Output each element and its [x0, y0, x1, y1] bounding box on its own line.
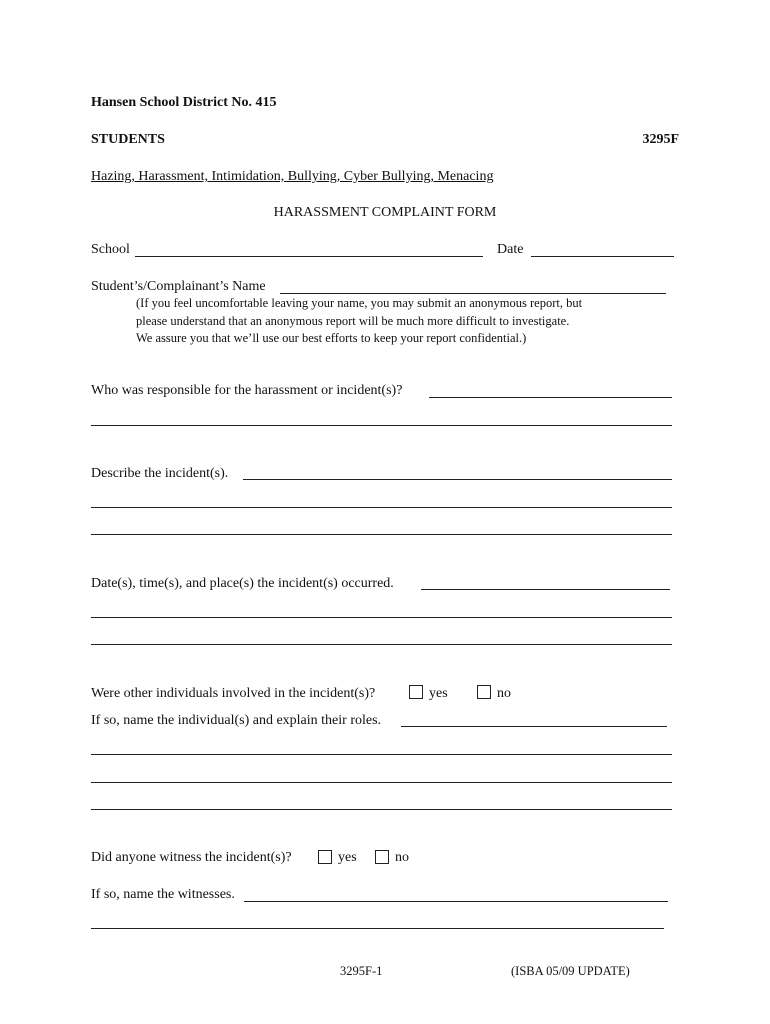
- anonymous-note-line-1: (If you feel uncomfortable leaving your name, you may submit an anonymous report, but: [136, 296, 583, 310]
- others-yes-checkbox[interactable]: [409, 685, 423, 699]
- witness-names-input-line-2[interactable]: [91, 928, 664, 929]
- responsible-question: Who was responsible for the harassment or incident(s)?: [91, 383, 403, 398]
- anonymous-note-line-3: We assure you that we’ll use our best efforts to keep your report confidential.): [136, 331, 527, 345]
- anonymous-note-line-2: please understand that an anonymous report will be much more difficult to investigate.: [136, 314, 570, 328]
- others-no-label: no: [497, 686, 511, 701]
- witness-names-input-line[interactable]: [244, 901, 668, 902]
- when-where-input-line[interactable]: [421, 589, 670, 590]
- describe-input-line[interactable]: [243, 479, 672, 480]
- policy-subject: Hazing, Harassment, Intimidation, Bullying, Cyber Bullying, Menacing: [91, 169, 494, 184]
- responsible-input-line[interactable]: [429, 397, 672, 398]
- others-explain-input-line-4[interactable]: [91, 809, 672, 810]
- describe-question: Describe the incident(s).: [91, 466, 229, 481]
- school-label: School: [91, 242, 130, 257]
- others-explain-input-line-2[interactable]: [91, 754, 672, 755]
- date-label: Date: [497, 242, 524, 257]
- district-name: Hansen School District No. 415: [91, 95, 277, 110]
- school-input-line[interactable]: [135, 256, 483, 257]
- others-yes-label: yes: [429, 686, 448, 701]
- page-number: 3295F-1: [340, 964, 383, 978]
- responsible-input-line-2[interactable]: [91, 425, 672, 426]
- update-note: (ISBA 05/09 UPDATE): [511, 964, 630, 978]
- form-title: HARASSMENT COMPLAINT FORM: [273, 205, 497, 220]
- witness-yes-label: yes: [338, 850, 357, 865]
- others-explain-input-line-3[interactable]: [91, 782, 672, 783]
- complainant-name-label: Student’s/Complainant’s Name: [91, 279, 266, 294]
- witness-yes-checkbox[interactable]: [318, 850, 332, 864]
- witness-names-question: If so, name the witnesses.: [91, 887, 235, 902]
- complainant-name-input-line[interactable]: [280, 293, 666, 294]
- others-explain-input-line[interactable]: [401, 726, 667, 727]
- when-where-input-line-2[interactable]: [91, 617, 672, 618]
- date-input-line[interactable]: [531, 256, 674, 257]
- others-involved-question: Were other individuals involved in the incident(s)?: [91, 686, 376, 701]
- describe-input-line-2[interactable]: [91, 507, 672, 508]
- describe-input-line-3[interactable]: [91, 534, 672, 535]
- when-where-question: Date(s), time(s), and place(s) the incident(s) occurred.: [91, 576, 394, 591]
- section-title: STUDENTS: [91, 132, 165, 147]
- witness-no-label: no: [395, 850, 409, 865]
- others-explain-question: If so, name the individual(s) and explain their roles.: [91, 713, 382, 728]
- others-no-checkbox[interactable]: [477, 685, 491, 699]
- policy-code: 3295F: [642, 132, 679, 147]
- witness-no-checkbox[interactable]: [375, 850, 389, 864]
- when-where-input-line-3[interactable]: [91, 644, 672, 645]
- witness-question: Did anyone witness the incident(s)?: [91, 850, 292, 865]
